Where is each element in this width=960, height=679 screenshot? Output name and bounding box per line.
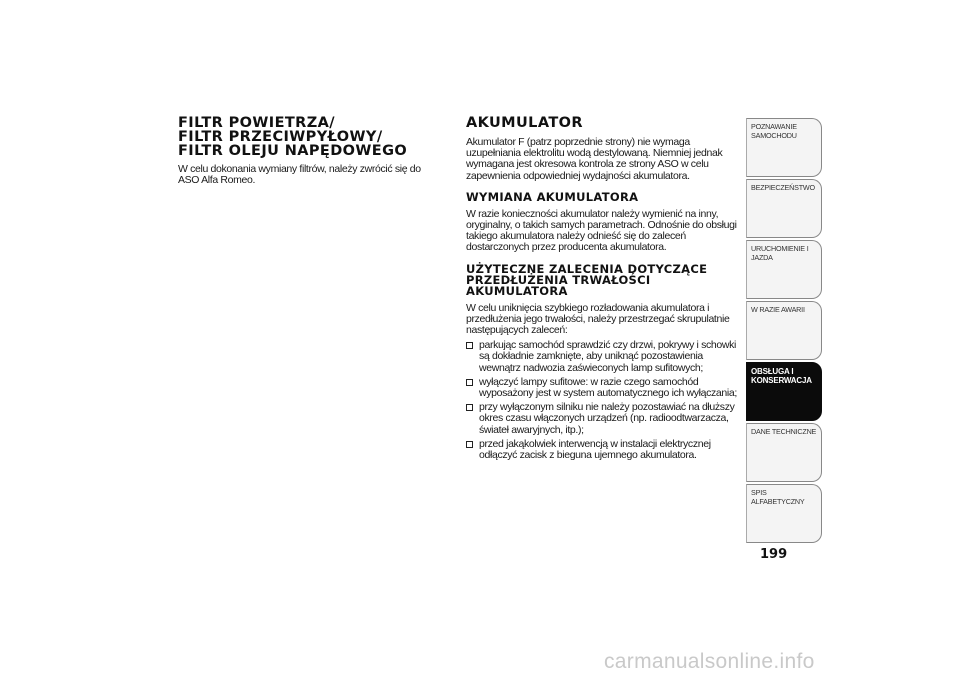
checkbox-bullet-icon (466, 379, 473, 386)
filters-heading-line-3: FILTR OLEJU NAPĘDOWEGO (178, 143, 408, 159)
battery-tips-heading-line-2: PRZEDŁUŻENIA TRWAŁOŚCI (466, 272, 651, 287)
tab-obsluga-i-konserwacja[interactable]: OBSŁUGA I KONSERWACJA (746, 362, 822, 421)
checkbox-bullet-icon (466, 441, 473, 448)
battery-heading: AKUMULATOR (466, 115, 583, 131)
tab-spis-alfabetyczny[interactable]: SPIS ALFABETYCZNY (746, 484, 822, 543)
battery-replace-heading: WYMIANA AKUMULATORA (466, 189, 639, 204)
bullet-text: przy wyłączonym silniku nie należy pozostawiać na dłuższy okres czasu włączonych urządzeń (np. radioodtwarzacza, świateł awaryjnych, itp.); (479, 401, 735, 436)
right-column (466, 116, 744, 464)
checkbox-bullet-icon (466, 342, 473, 349)
page-number: 199 (760, 547, 788, 562)
battery-tips-heading (466, 261, 744, 298)
left-column (178, 116, 440, 186)
battery-tips-heading-line-3: AKUMULATORA (466, 283, 568, 298)
tab-uruchomienie-i-jazda[interactable]: URUCHOMIENIE I JAZDA (746, 240, 822, 299)
list-item (466, 439, 744, 461)
bullet-text: przed jakąkolwiek interwencją w instalacji elektrycznej odłączyć zacisk z bieguna ujemnego akumulatora. (479, 437, 711, 462)
bullet-text: parkując samochód sprawdzić czy drzwi, pokrywy i schowki są dokładnie zamknięte, aby uniknąć pozostawienia wewnątrz nadwozia zaświeconych lamp sufitowych; (479, 339, 736, 374)
filters-heading-line-2: FILTR PRZECIWPYŁOWY/ (178, 129, 383, 145)
checkbox-bullet-icon (466, 404, 473, 411)
filters-body: W celu dokonania wymiany filtrów, należy zwrócić się do ASO Alfa Romeo. (178, 163, 421, 187)
list-item (466, 377, 744, 399)
tab-w-razie-awarii[interactable]: W RAZIE AWARII (746, 301, 822, 360)
battery-tips-list (466, 340, 744, 461)
battery-tips-intro: W celu uniknięcia szybkiego rozładowania akumulatora i przedłużenia jego trwałości, należy przestrzegać skrupulatnie następujących zaleceń: (466, 301, 730, 337)
tab-poznawanie-samochodu[interactable]: POZNAWANIE SAMOCHODU (746, 118, 822, 177)
battery-replace-body: W razie konieczności akumulator należy wymienić na inny, oryginalny, o takich samych parametrach. Odnośnie do obsługi takiego akumulatora należy odnieść się do zaleceń dostarczonych przez producenta akumulatora. (466, 207, 737, 254)
battery-tips-heading-line-1: UŻYTECZNE ZALECENIA DOTYCZĄCE (466, 261, 708, 276)
filters-heading (178, 116, 440, 158)
battery-intro: Akumulator F (patrz poprzednie strony) nie wymaga uzupełniania elektrolitu wodą destylowaną. Niemniej jednak wymagana jest okresowa kontrola ze strony ASO w celu zapewnienia odpowiedniej wydajności akumulatora. (466, 136, 723, 182)
tab-bezpieczenstwo[interactable]: BEZPIECZEŃSTWO (746, 179, 822, 238)
list-item (466, 340, 744, 374)
list-item (466, 402, 744, 436)
filters-heading-line-1: FILTR POWIETRZA/ (178, 115, 335, 131)
tab-dane-techniczne[interactable]: DANE TECHNICZNE (746, 423, 822, 482)
bullet-text: wyłączyć lampy sufitowe: w razie czego samochód wyposażony jest w system automatycznego ich wyłączania; (479, 375, 737, 400)
chapter-tabs (746, 118, 822, 545)
watermark: carmanualsonline.info (604, 650, 815, 673)
